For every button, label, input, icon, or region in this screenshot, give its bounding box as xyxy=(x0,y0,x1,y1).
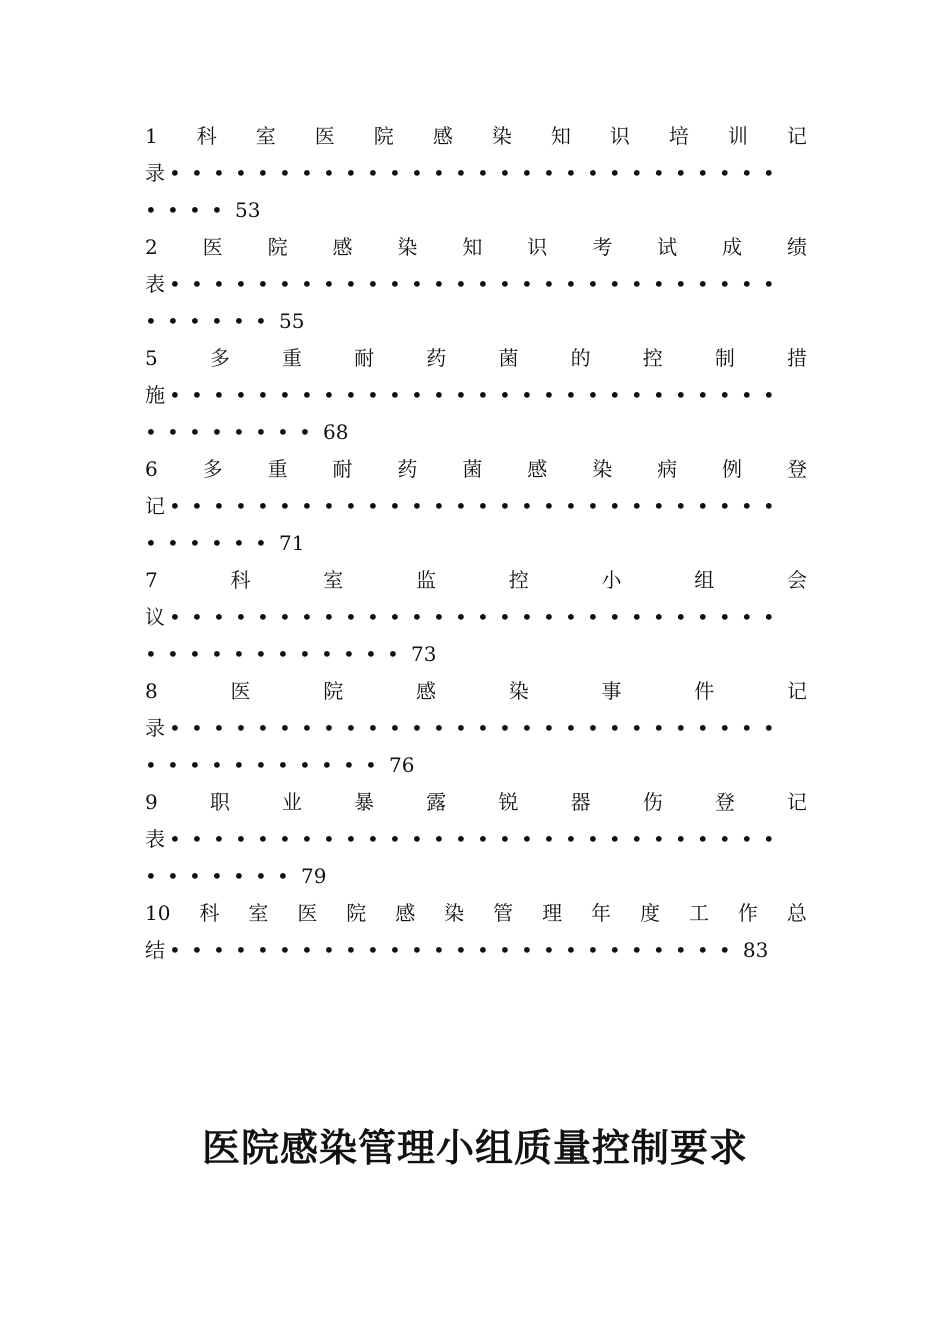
toc-entry-leader-line xyxy=(145,377,807,414)
toc-page-number: 55 xyxy=(278,309,305,333)
toc-entry-leader-line xyxy=(145,710,807,747)
toc-entry-char: 病 xyxy=(657,457,678,481)
toc-entry-page-line xyxy=(145,192,807,229)
toc-entry-title-line xyxy=(145,118,807,155)
toc-entry-char: 登 xyxy=(786,457,807,481)
toc-entry-wrap-char: 表 xyxy=(145,272,165,296)
toc-entry-char: 感 xyxy=(432,124,453,148)
toc-entry-char: 锐 xyxy=(498,790,519,814)
toc-entry-char: 记 xyxy=(786,679,807,703)
toc-entry-char: 重 xyxy=(267,457,288,481)
toc-page-number: 79 xyxy=(300,864,327,888)
toc-entry-title-line xyxy=(145,451,807,488)
toc-entry-char: 院 xyxy=(267,235,288,259)
toc-entry-char: 培 xyxy=(668,124,689,148)
toc-entry-wrap-char: 议 xyxy=(145,605,165,629)
toc-entry-char: 室 xyxy=(255,124,276,148)
toc-entry-char: 登 xyxy=(714,790,735,814)
toc-entry-title-line xyxy=(145,784,807,821)
toc-leader-dots: •••••••••••••••••••••••••••• xyxy=(169,161,785,185)
toc-entry-wrap-char: 施 xyxy=(145,383,165,407)
toc-entry-char: 院 xyxy=(373,124,394,148)
toc-entry-char: 医 xyxy=(297,901,318,925)
toc-entry-char: 度 xyxy=(639,901,660,925)
toc-entry-char: 识 xyxy=(609,124,630,148)
toc-entry-char: 训 xyxy=(727,124,748,148)
toc-entry-char: 知 xyxy=(550,124,571,148)
toc-page-number: 71 xyxy=(278,531,305,555)
toc-leader-dots: •••••••••••••••••••••••••••• xyxy=(169,716,785,740)
toc-entry-char: 事 xyxy=(601,679,622,703)
toc-entry-char: 业 xyxy=(282,790,303,814)
toc-entry-char: 菌 xyxy=(462,457,483,481)
toc-entry-leader-line xyxy=(145,266,807,303)
toc-page-number: 73 xyxy=(410,642,437,666)
toc-leader-dots: •••••••••••••••••••••••••• xyxy=(169,938,741,962)
toc-entry-char: 耐 xyxy=(332,457,353,481)
toc-entry-number: 2 xyxy=(145,235,158,259)
toc-entry-wrap-char: 录 xyxy=(145,716,165,740)
toc-leader-dots: •••••• xyxy=(145,531,277,555)
toc-entry-char: 染 xyxy=(444,901,465,925)
toc-entry-number: 1 xyxy=(145,124,158,148)
toc-entry-char: 科 xyxy=(199,901,220,925)
toc-entry-number: 10 xyxy=(145,901,171,925)
toc-entry-char: 感 xyxy=(415,679,436,703)
toc-entry-leader-line xyxy=(145,599,807,636)
toc-entry-char: 管 xyxy=(493,901,514,925)
toc-entry-char: 感 xyxy=(332,235,353,259)
toc-page-number: 53 xyxy=(235,198,261,222)
toc-entry-char: 监 xyxy=(415,568,436,592)
toc-leader-dots: •••••• xyxy=(145,309,277,333)
toc-entry-char: 的 xyxy=(570,346,591,370)
toc-leader-dots: ••••••••••• xyxy=(145,753,387,777)
toc-entry-char: 院 xyxy=(323,679,344,703)
toc-entry-char: 医 xyxy=(314,124,335,148)
toc-entry-title-line xyxy=(145,673,807,710)
toc-entry-char: 药 xyxy=(397,457,418,481)
toc-entry-char: 染 xyxy=(397,235,418,259)
toc-entry-char: 染 xyxy=(592,457,613,481)
toc-entry-title-line xyxy=(145,895,807,932)
toc-entry-number: 5 xyxy=(145,346,158,370)
toc-leader-dots: •••••••••••••••••••••••••••• xyxy=(169,605,785,629)
toc-entry-page-line xyxy=(145,747,807,784)
toc-leader-dots: •••••••• xyxy=(145,420,321,444)
toc-leader-dots: •••••••••••• xyxy=(145,642,409,666)
toc-entry-char: 控 xyxy=(642,346,663,370)
toc-entry-char: 室 xyxy=(248,901,269,925)
toc-entry-char: 年 xyxy=(591,901,612,925)
toc-entry-char: 器 xyxy=(570,790,591,814)
toc-entry-char: 院 xyxy=(346,901,367,925)
toc-entry-char: 染 xyxy=(508,679,529,703)
toc-entry-char: 理 xyxy=(542,901,563,925)
toc-entry-char: 药 xyxy=(426,346,447,370)
toc-leader-dots: •••••••••••••••••••••••••••• xyxy=(169,383,785,407)
toc-entry-char: 组 xyxy=(694,568,715,592)
toc-entry-char: 染 xyxy=(491,124,512,148)
toc-entry-char: 例 xyxy=(722,457,743,481)
toc-entry-char: 知 xyxy=(462,235,483,259)
toc-leader-dots: •••••••••••••••••••••••••••• xyxy=(169,827,785,851)
toc-page-number: 68 xyxy=(322,420,349,444)
toc-entry-page-line xyxy=(145,303,807,340)
toc-entry-leader-line xyxy=(145,155,807,192)
toc-entry-char: 小 xyxy=(601,568,622,592)
toc-entry-char: 试 xyxy=(657,235,678,259)
toc-page-number: 76 xyxy=(388,753,415,777)
toc-entry-char: 暴 xyxy=(354,790,375,814)
toc-entry-char: 耐 xyxy=(354,346,375,370)
toc-entry-char: 记 xyxy=(787,790,807,814)
toc-entry-char: 职 xyxy=(209,790,230,814)
toc-entry-char: 科 xyxy=(196,124,217,148)
toc-entry-char: 医 xyxy=(230,679,251,703)
toc-entry-wrap-char: 结 xyxy=(145,938,165,962)
toc-leader-dots: ••••••• xyxy=(145,864,299,888)
toc-entry-char: 重 xyxy=(282,346,303,370)
toc-entry-char: 识 xyxy=(527,235,548,259)
toc-entry-char: 感 xyxy=(395,901,416,925)
toc-entry-char: 成 xyxy=(722,235,743,259)
section-title: 医院感染管理小组质量控制要求 xyxy=(201,1125,748,1170)
toc-leader-dots: •••••••••••••••••••••••••••• xyxy=(169,494,785,518)
toc-entry-char: 室 xyxy=(323,568,344,592)
toc-entry-char: 记 xyxy=(786,124,807,148)
toc-entry-char: 伤 xyxy=(642,790,663,814)
toc-entry-page-line xyxy=(145,636,807,673)
toc-entry-title-line xyxy=(145,562,807,599)
toc-entry-char: 多 xyxy=(209,346,230,370)
toc-entry-char: 多 xyxy=(202,457,223,481)
toc-entry-page-line xyxy=(145,414,807,451)
toc-entry-char: 制 xyxy=(714,346,735,370)
toc-entry-char: 绩 xyxy=(786,235,807,259)
toc-entry-title-line xyxy=(145,229,807,266)
toc-entry-char: 感 xyxy=(527,457,548,481)
toc-entry-char: 考 xyxy=(592,235,613,259)
toc-entry-wrap-char: 录 xyxy=(145,161,165,185)
toc-entry-char: 作 xyxy=(737,901,758,925)
toc-entry-number: 9 xyxy=(145,790,158,814)
toc-entry-page-line xyxy=(145,858,807,895)
toc-entry-char: 会 xyxy=(786,568,807,592)
toc-entry-char: 菌 xyxy=(498,346,519,370)
toc-entry-char: 科 xyxy=(230,568,251,592)
toc-entry-wrap-char: 表 xyxy=(145,827,165,851)
toc-entry-page-line xyxy=(145,525,807,562)
toc-entry-char: 医 xyxy=(202,235,223,259)
toc-entry-leader-line xyxy=(145,488,807,525)
toc-leader-dots: •••• xyxy=(145,198,233,222)
toc-page-number: 83 xyxy=(742,938,769,962)
toc-entry-char: 工 xyxy=(688,901,709,925)
toc-entry-number: 7 xyxy=(145,568,158,592)
toc-entry-wrap-char: 记 xyxy=(145,494,165,518)
toc-entry-char: 控 xyxy=(508,568,529,592)
toc-entry-char: 措 xyxy=(787,346,807,370)
toc-entry-char: 露 xyxy=(426,790,447,814)
toc-leader-dots: •••••••••••••••••••••••••••• xyxy=(169,272,785,296)
toc-entry-leader-line xyxy=(145,932,807,969)
toc-entry-leader-line xyxy=(145,821,807,858)
toc-entry-char: 件 xyxy=(694,679,715,703)
toc-entry-number: 8 xyxy=(145,679,158,703)
toc-entry-title-line xyxy=(145,340,807,377)
toc-entry-number: 6 xyxy=(145,457,158,481)
toc-entry-char: 总 xyxy=(786,901,807,925)
